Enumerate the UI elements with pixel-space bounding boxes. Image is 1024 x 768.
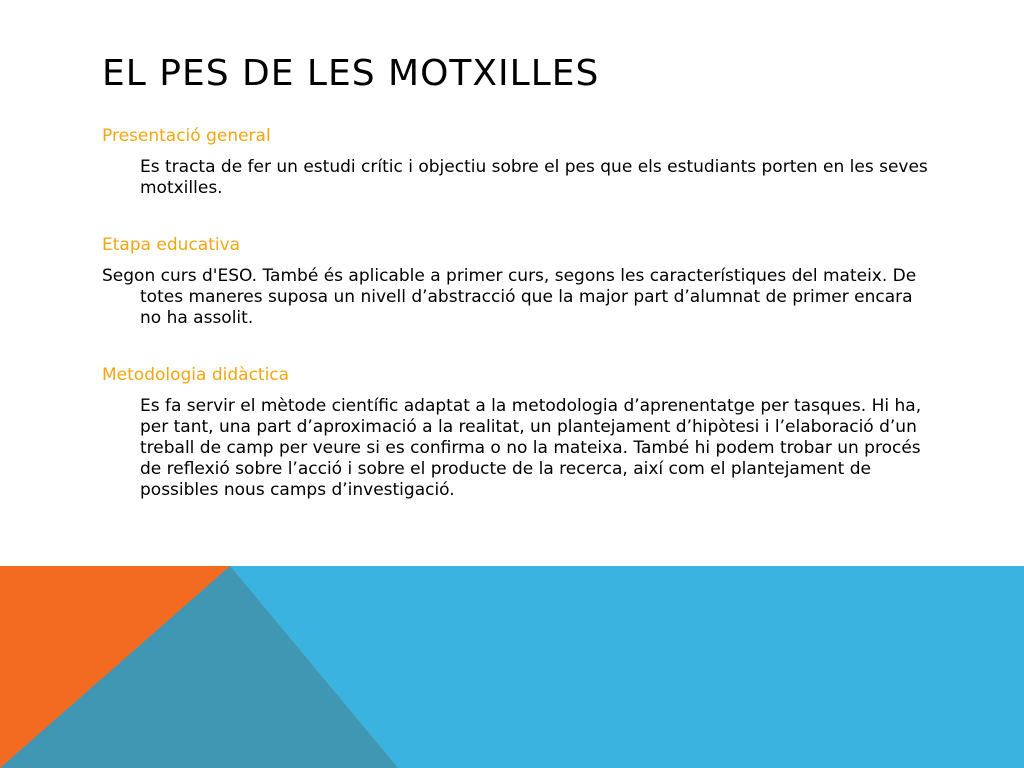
section-body-presentacio: Es tracta de fer un estudi crític i objectiu sobre el pes que els estudiants porten en les seves motxilles. [140,157,928,198]
section-heading-etapa: Etapa educativa [102,235,241,255]
slide-title: EL PES DE LES MOTXILLES [102,53,600,94]
section-body-metodologia: Es fa servir el mètode científic adaptat a la metodologia d’aprenentatge per tasques. Hi ha, per tant, una part d’aproximació a la realitat, un plantejament d’hipòtesi i l’elaboració d’un treball de camp per veure si es confirma o no la mateixa. També hi podem trobar un procés de reflexió sobre l’acció i sobre el producte de la recerca, així com el plantejament de possibles nous camps d’investigació. [140,396,922,500]
decorative-footer-band [0,566,1024,768]
section-heading-presentacio: Presentació general [102,126,271,146]
slide-content [102,126,932,501]
section-heading-metodologia: Metodologia didàctica [102,365,290,385]
section-body-etapa: Segon curs d'ESO. També és aplicable a primer curs, segons les característiques del mateix. De totes maneres suposa un nivell d’abstracció que la major part d’alumnat de primer encara no ha assolit. [102,266,917,328]
